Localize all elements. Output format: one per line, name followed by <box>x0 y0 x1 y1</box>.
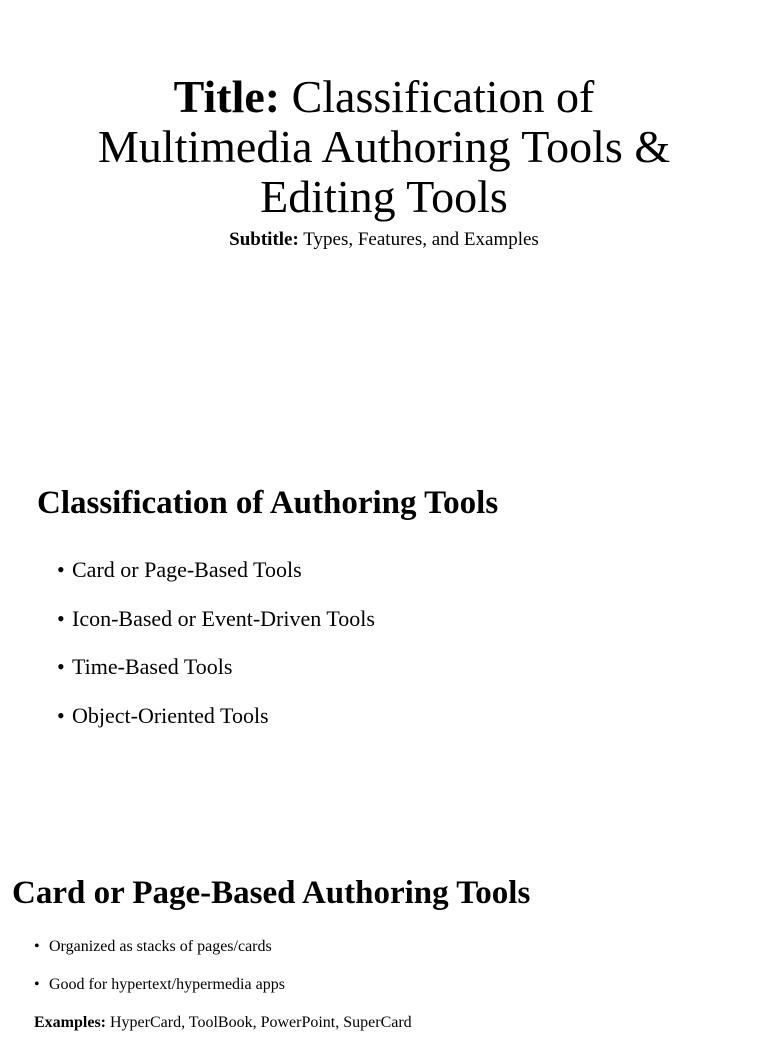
list-item-text: Icon-Based or Event-Driven Tools <box>72 605 375 631</box>
bullet-icon: • <box>34 938 40 955</box>
bullet-icon: • <box>57 702 65 728</box>
title-label: Title: <box>173 71 281 122</box>
list-item <box>57 702 768 730</box>
classification-slide <box>0 482 768 750</box>
subtitle-label: Subtitle: <box>229 229 299 250</box>
list-item-text: Card or Page-Based Tools <box>72 557 302 582</box>
list-item-text: Organized as stacks of pages/cards <box>49 938 272 955</box>
subtitle <box>0 228 768 252</box>
card-based-list <box>0 937 768 1033</box>
bullet-icon: • <box>57 605 65 631</box>
list-item <box>57 556 768 584</box>
list-item <box>57 605 768 633</box>
list-item <box>57 653 768 681</box>
title-slide <box>0 72 768 252</box>
title-text: Classification of Multimedia Authoring Tools & Editing Tools <box>97 71 671 222</box>
bullet-icon: • <box>57 654 65 679</box>
card-based-heading: Card or Page-Based Authoring Tools <box>12 875 531 911</box>
list-item-text: Time-Based Tools <box>72 654 233 679</box>
main-title <box>84 72 684 222</box>
list-item <box>34 975 768 995</box>
list-item-text: Object-Oriented Tools <box>72 702 269 728</box>
examples-label: Examples: <box>34 1014 106 1031</box>
examples-text: HyperCard, ToolBook, PowerPoint, SuperCard <box>110 1014 412 1031</box>
bullet-icon: • <box>57 557 65 582</box>
subtitle-text: Types, Features, and Examples <box>303 229 539 250</box>
bullet-icon: • <box>34 976 40 993</box>
list-item-text: Good for hypertext/hypermedia apps <box>49 976 285 993</box>
classification-list <box>0 556 768 730</box>
examples-line <box>34 1013 768 1033</box>
classification-heading: Classification of Authoring Tools <box>37 485 499 521</box>
card-based-slide <box>0 872 768 1051</box>
list-item <box>34 937 768 957</box>
